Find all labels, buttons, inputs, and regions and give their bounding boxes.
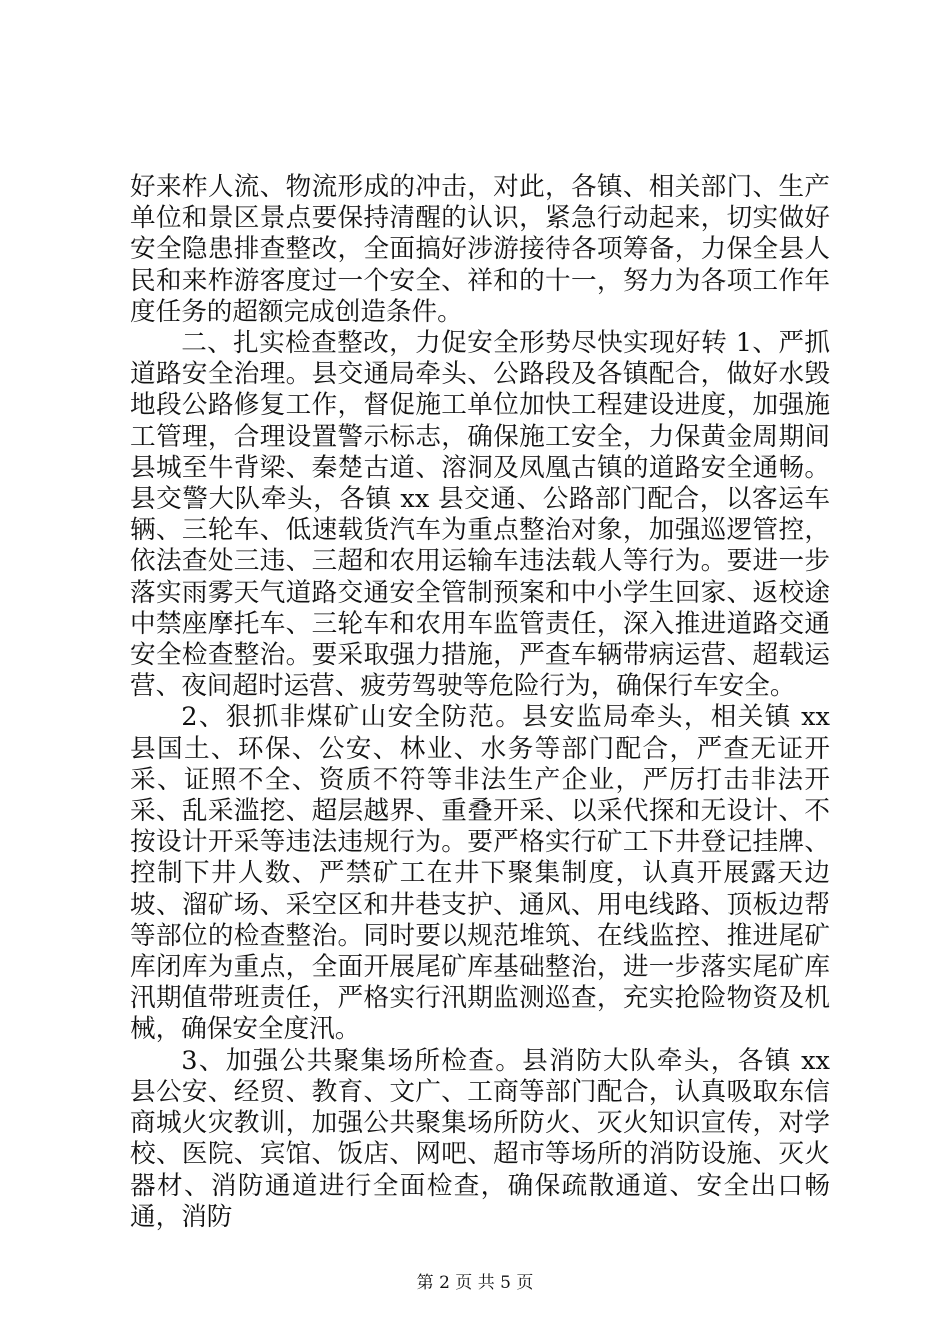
paragraph-item-three: 3、加强公共聚集场所检查。县消防大队牵头，各镇 xx 县公安、经贸、教育、文广、工商等部门配合，认真吸取东信商城火灾教训，加强公共聚集场所防火、灭火知识宣传，对学校、医院、宾馆、饭店、网吧、超市等场所的消防设施、灭火器材、消防通道进行全面检查，确保疏散通道、安全出口畅通，消防 — [130, 1045, 830, 1232]
paragraph-item-two: 2、狠抓非煤矿山安全防范。县安监局牵头，相关镇 xx 县国土、环保、公安、林业、水务等部门配合，严查无证开采、证照不全、资质不符等非法生产企业，严厉打击非法开采、乱采滥挖、超层越界、重叠开采、以采代探和无设计、不按设计开采等违法违规行为。要严格实行矿工下井登记挂牌、控制下井人数、严禁矿工在井下聚集制度，认真开展露天边坡、溜矿场、采空区和井巷支护、通风、用电线路、顶板边帮等部位的检查整治。同时要以规范堆筑、在线监控、推进尾矿库闭库为重点，全面开展尾矿库基础整治，进一步落实尾矿库汛期值带班责任，严格实行汛期监测巡查，充实抢险物资及机械，确保安全度汛。 — [130, 702, 830, 1045]
document-body — [130, 172, 830, 1233]
paragraph-continuation: 好来柞人流、物流形成的冲击，对此，各镇、相关部门、生产单位和景区景点要保持清醒的认识，紧急行动起来，切实做好安全隐患排查整改，全面搞好涉游接待各项筹备，力保全县人民和来柞游客度过一个安全、祥和的十一，努力为各项工作年度任务的超额完成创造条件。 — [130, 172, 830, 327]
paragraph-section-two: 二、扎实检查整改，力促安全形势尽快实现好转 1、严抓道路安全治理。县交通局牵头、公路段及各镇配合，做好水毁地段公路修复工作，督促施工单位加快工程建设进度，加强施工管理，合理设置警示标志，确保施工安全，力保黄金周期间县城至牛背梁、秦楚古道、溶洞及凤凰古镇的道路安全通畅。县交警大队牵头，各镇 xx 县交通、公路部门配合，以客运车辆、三轮车、低速载货汽车为重点整治对象，加强巡逻管控，依法查处三违、三超和农用运输车违法载人等行为。要进一步落实雨雾天气道路交通安全管制预案和中小学生回家、返校途中禁座摩托车、三轮车和农用车监管责任，深入推进道路交通安全检查整治。要采取强力措施，严查车辆带病运营、超载运营、夜间超时运营、疲劳驾驶等危险行为，确保行车安全。 — [130, 328, 830, 702]
page-number-footer: 第 2 页 共 5 页 — [416, 1273, 534, 1293]
